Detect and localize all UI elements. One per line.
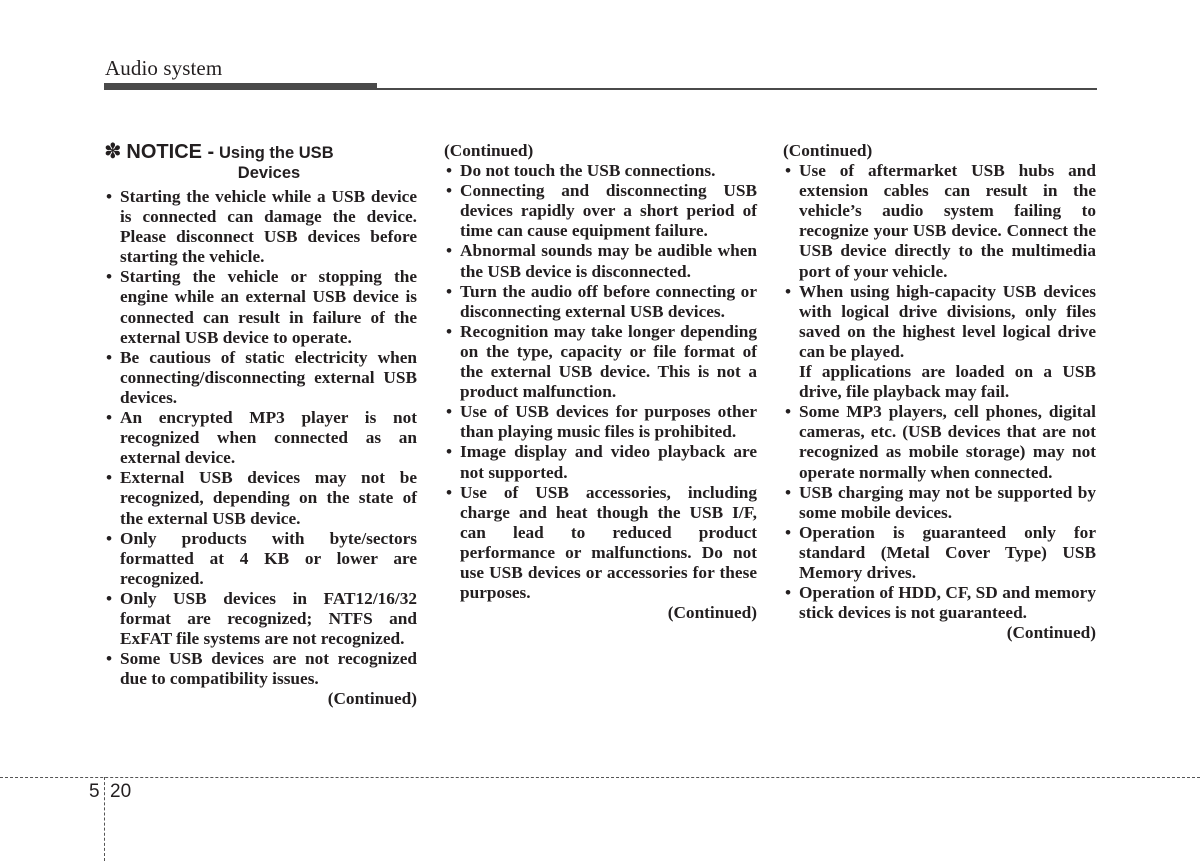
list-item: • External USB devices may not be recognized, depending on the state of the external USB device.: [104, 468, 417, 528]
column-3: [783, 141, 1096, 643]
bullet-list: [104, 187, 417, 689]
list-item: • Image display and video playback are not supported.: [444, 442, 757, 482]
list-item: • When using high-capacity USB devices with logical drive divisions, only files saved on the highest level logical drive can be played.: [783, 282, 1096, 362]
footer-dashed-rule: [0, 777, 1200, 778]
list-item: • Starting the vehicle while a USB device is connected can damage the device. Please disconnect USB devices before starting the vehicle.: [104, 187, 417, 267]
bullet-list: [444, 161, 757, 603]
continued-label-top: (Continued): [783, 141, 873, 160]
bullet-list: [783, 402, 1096, 623]
bullet-list: [783, 161, 1096, 362]
list-item: • Operation is guaranteed only for standard (Metal Cover Type) USB Memory drives.: [783, 523, 1096, 583]
list-item: • Abnormal sounds may be audible when the USB device is disconnected.: [444, 241, 757, 281]
note-paragraph: If applications are loaded on a USB drive, file playback may fail.: [799, 362, 1096, 402]
column-2: [444, 141, 757, 623]
list-item: • Recognition may take longer depending on the type, capacity or file format of the external USB device. This is not a product malfunction.: [444, 322, 757, 402]
list-item: • Use of USB accessories, including charge and heat though the USB I/F, can lead to reduced product performance or malfunctions. Do not use USB devices or accessories for these purposes.: [444, 483, 757, 604]
notice-subtitle-1: Using the USB: [219, 144, 334, 162]
list-item: • An encrypted MP3 player is not recognized when connected as an external device.: [104, 408, 417, 468]
notice-label: NOTICE -: [126, 141, 215, 163]
list-item: • Do not touch the USB connections.: [444, 161, 757, 181]
section-title: Audio system: [105, 56, 223, 80]
notice-star-icon: ✽: [104, 140, 122, 163]
list-item: • Starting the vehicle or stopping the engine while an external USB device is connected can result in failure of the external USB device to operate.: [104, 267, 417, 347]
notice-heading: [104, 141, 417, 183]
list-item: • Be cautious of static electricity when connecting/disconnecting external USB devices.: [104, 348, 417, 408]
list-item: • Use of USB devices for purposes other than playing music files is prohibited.: [444, 402, 757, 442]
chapter-number: 5: [89, 781, 100, 802]
list-item: • Only USB devices in FAT12/16/32 format are recognized; NTFS and ExFAT file systems are not recognized.: [104, 589, 417, 649]
continued-label: (Continued): [667, 603, 757, 623]
list-item: • Operation of HDD, CF, SD and memory stick devices is not guaranteed.: [783, 583, 1096, 623]
list-item: • Some USB devices are not recognized due to compatibility issues.: [104, 649, 417, 689]
continued-label-top: (Continued): [444, 141, 534, 160]
page-number: 20: [110, 781, 132, 802]
continued-label: (Continued): [1006, 623, 1096, 643]
header-rule: [104, 88, 1097, 90]
list-item: • USB charging may not be supported by some mobile devices.: [783, 483, 1096, 523]
list-item: • Connecting and disconnecting USB devices rapidly over a short period of time can cause equipment failure.: [444, 181, 757, 241]
continued-label: (Continued): [327, 689, 417, 709]
column-1: [104, 141, 417, 709]
notice-subtitle-2: Devices: [237, 164, 301, 182]
list-item: • Only products with byte/sectors formatted at 4 KB or lower are recognized.: [104, 529, 417, 589]
list-item: • Turn the audio off before connecting or disconnecting external USB devices.: [444, 282, 757, 322]
list-item: • Use of aftermarket USB hubs and extension cables can result in the vehicle’s audio system failing to recognize your USB device. Connect the USB device directly to the multimedia port of your vehicle.: [783, 161, 1096, 282]
footer-dashed-divider: [104, 777, 105, 861]
list-item: • Some MP3 players, cell phones, digital cameras, etc. (USB devices that are not recognized as mobile storage) may not operate normally when connected.: [783, 402, 1096, 482]
